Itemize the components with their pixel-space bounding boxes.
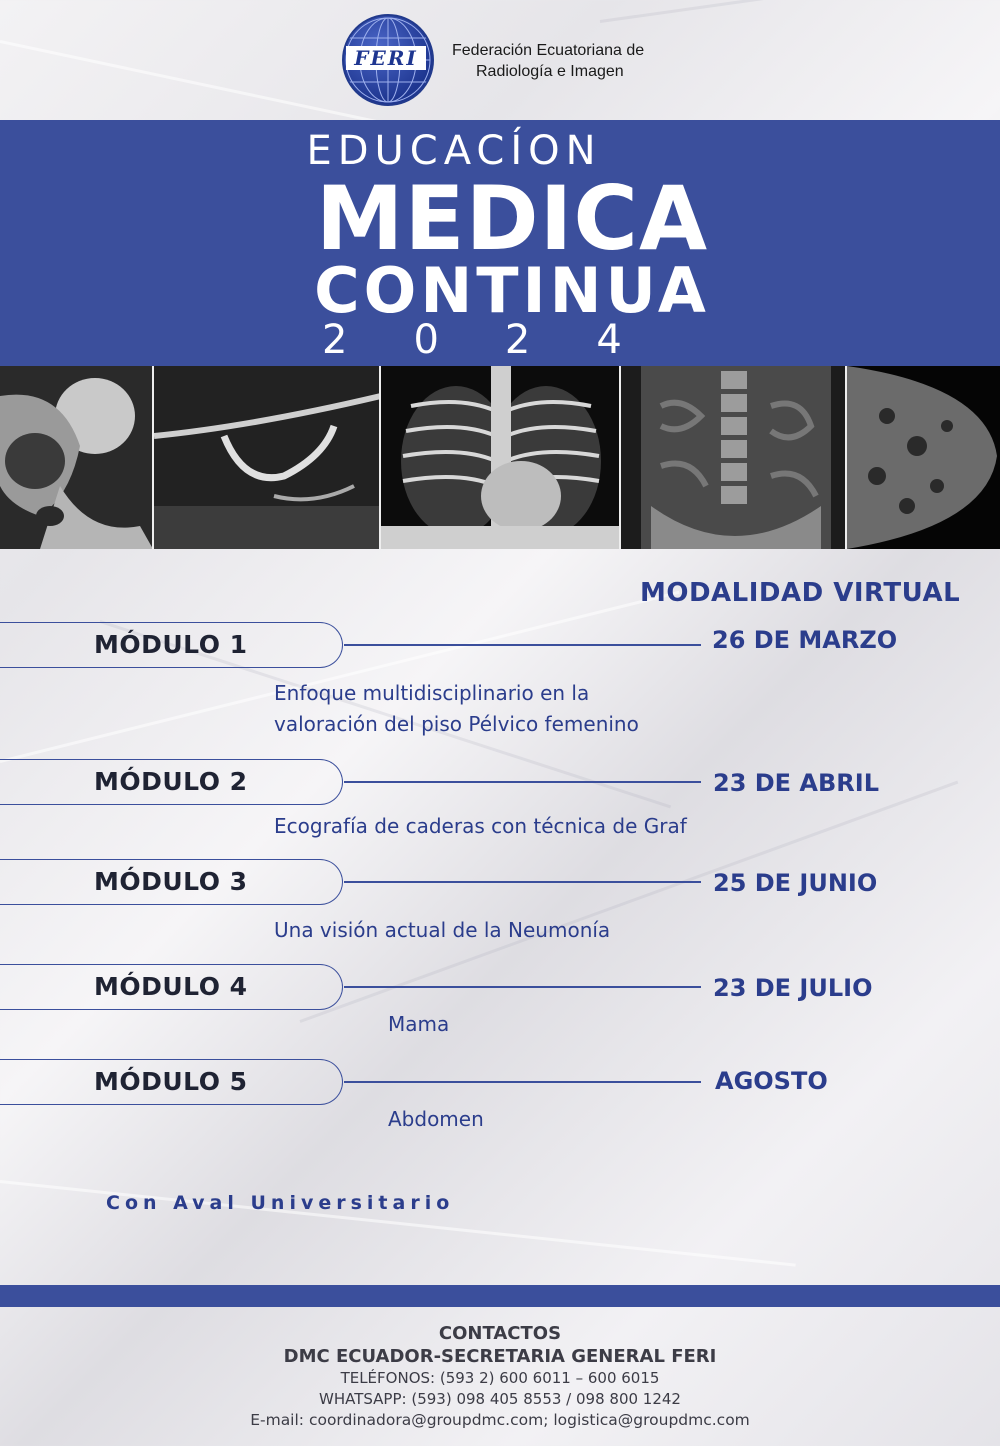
module-date: 23 DE ABRIL (713, 769, 879, 797)
contacts-email: E-mail: coordinadora@groupdmc.com; logistica@groupdmc.com (250, 1411, 750, 1429)
module-topic: Mama (388, 1012, 450, 1036)
module-connector-line (344, 781, 701, 783)
module-date: 23 DE JULIO (713, 974, 873, 1002)
module-label: MÓDULO 5 (94, 1067, 248, 1096)
modalidad-heading: MODALIDAD VIRTUAL (640, 578, 961, 608)
module-topic-line1: Enfoque multidisciplinario en la (274, 681, 590, 705)
module-topic-line2: valoración del piso Pélvico femenino (274, 712, 639, 736)
module-label: MÓDULO 2 (94, 767, 248, 796)
module-topic: Abdomen (388, 1107, 484, 1131)
title-medica: MEDICA (315, 167, 709, 270)
module-date: 26 DE MARZO (712, 626, 898, 654)
feri-logo (340, 14, 680, 104)
mammography-image (847, 366, 1000, 549)
contacts-phones: TELÉFONOS: (593 2) 600 6011 – 600 6015 (340, 1369, 660, 1387)
org-name-line1: Federación Ecuatoriana de (452, 42, 645, 59)
module-connector-line (344, 881, 701, 883)
contacts-heading: CONTACTOS (438, 1323, 562, 1344)
module-label: MÓDULO 3 (94, 867, 248, 896)
module-connector-line (344, 986, 701, 988)
radiology-image-strip (0, 366, 1000, 549)
title-continua: CONTINUA (314, 254, 710, 327)
module-topic: Ecografía de caderas con técnica de Graf (274, 814, 687, 838)
title-year: 2024 (322, 317, 688, 363)
contacts-whatsapp: WHATSAPP: (593) 098 405 8553 / 098 800 1242 (319, 1390, 681, 1408)
aval-universitario: Con Aval Universitario (106, 1192, 455, 1214)
hip-xray-image (0, 366, 154, 549)
module-label: MÓDULO 1 (94, 630, 248, 659)
chest-xray-image (381, 366, 621, 549)
module-date: AGOSTO (715, 1067, 828, 1095)
hip-ultrasound-image (154, 366, 381, 549)
contacts-org: DMC ECUADOR-SECRETARIA GENERAL FERI (283, 1346, 717, 1367)
module-connector-line (344, 1081, 701, 1083)
module-label: MÓDULO 4 (94, 972, 248, 1001)
contacts-block (0, 1322, 1000, 1431)
footer-bar (0, 1285, 1000, 1307)
module-date: 25 DE JUNIO (713, 869, 878, 897)
module-topic: Una visión actual de la Neumonía (274, 918, 611, 942)
module-topic (274, 678, 639, 740)
module-connector-line (344, 644, 701, 646)
abdominal-xray-image (621, 366, 847, 549)
org-name-line2: Radiología e Imagen (476, 63, 624, 80)
logo-text: FERI (346, 46, 426, 70)
title-educacion: EDUCACÍON (306, 128, 602, 174)
organization-name (452, 40, 692, 82)
